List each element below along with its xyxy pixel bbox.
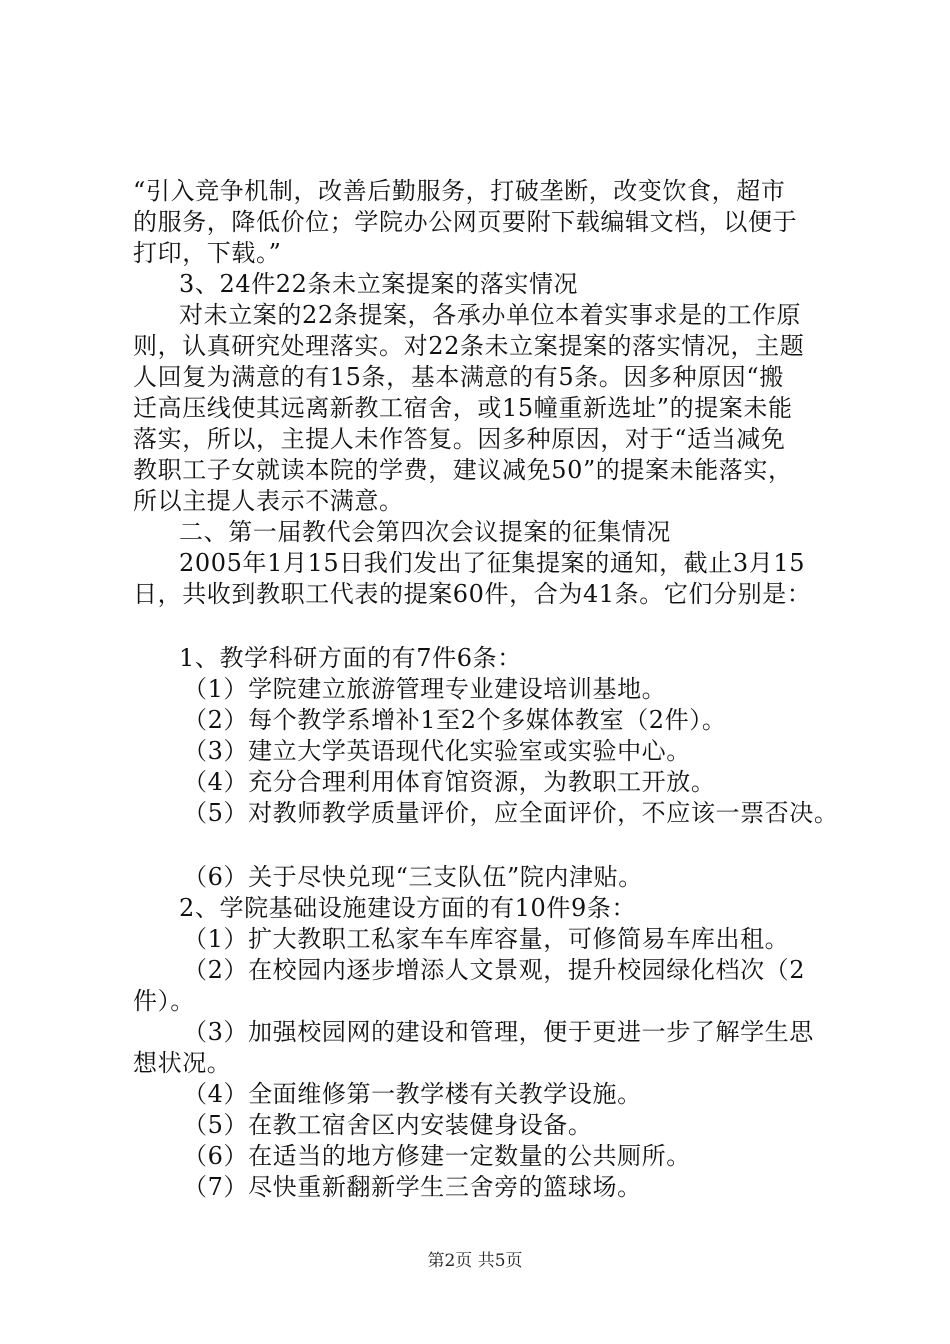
list-item: （7）尽快重新翻新学生三舍旁的篮球场。 <box>183 1173 642 1201</box>
body-line: 的服务，降低价位；学院办公网页要附下载编辑文档，以便于 <box>133 208 798 236</box>
body-line: 则，认真研究处理落实。对22条未立案提案的落实情况，主题 <box>133 332 805 360</box>
list-item: （6）关于尽快兑现“三支队伍”院内津贴。 <box>183 863 643 891</box>
list-item-continuation: 想状况。 <box>133 1049 232 1077</box>
document-body <box>133 176 849 1203</box>
page-number-footer: 第2页 共5页 <box>427 1251 523 1271</box>
list-item: （2）在校园内逐步增添人文景观，提升校园绿化档次（2 <box>183 956 806 984</box>
section-heading: 3、24件22条未立案提案的落实情况 <box>179 270 579 298</box>
list-item: （4）充分合理利用体育馆资源，为教职工开放。 <box>183 768 716 796</box>
body-line: 日，共收到教职工代表的提案60件，合为41条。它们分别是： <box>133 580 812 608</box>
body-line: 所以主提人表示不满意。 <box>133 487 404 515</box>
list-item: （4）全面维修第一教学楼有关教学设施。 <box>183 1080 642 1108</box>
list-item: （1）学院建立旅游管理专业建设培训基地。 <box>183 675 667 703</box>
list-item-continuation: 件）。 <box>133 987 195 1015</box>
list-item: （2）每个教学系增补1至2个多媒体教室（2件）。 <box>183 706 727 734</box>
list-item: （6）在适当的地方修建一定数量的公共厕所。 <box>183 1142 691 1170</box>
body-line: 2005年1月15日我们发出了征集提案的通知，截止3月15 <box>179 549 806 577</box>
body-line: 人回复为满意的有15条，基本满意的有5条。因多种原因“搬 <box>133 363 784 391</box>
list-item: （3）建立大学英语现代化实验室或实验中心。 <box>183 737 691 765</box>
list-item: （5）对教师教学质量评价，应全面评价，不应该一票否决。 <box>183 799 839 827</box>
body-line: 教职工子女就读本院的学费，建议减免50”的提案未能落实， <box>133 456 793 484</box>
list-item: （1）扩大教职工私家车车库容量，可修简易车库出租。 <box>183 925 790 953</box>
body-line: 打印，下载。” <box>133 239 282 267</box>
body-line: 对未立案的22条提案，各承办单位本着实事求是的工作原 <box>179 301 802 329</box>
body-line: 落实，所以，主提人未作答复。因多种原因，对于“适当减免 <box>133 425 786 453</box>
body-line: 迁高压线使其远离新教工宿舍，或15幢重新选址”的提案未能 <box>133 394 793 422</box>
list-item: （3）加强校园网的建设和管理，便于更进一步了解学生思 <box>183 1018 814 1046</box>
section-heading: 二、第一届教代会第四次会议提案的征集情况 <box>179 518 671 546</box>
body-line: “引入竞争机制，改善后勤服务，打破垄断，改变饮食，超市 <box>133 177 786 205</box>
subsection-heading: 1、教学科研方面的有7件6条： <box>179 644 522 672</box>
list-item: （5）在教工宿舍区内安装健身设备。 <box>183 1111 593 1139</box>
subsection-heading: 2、学院基础设施建设方面的有10件9条： <box>179 894 637 922</box>
